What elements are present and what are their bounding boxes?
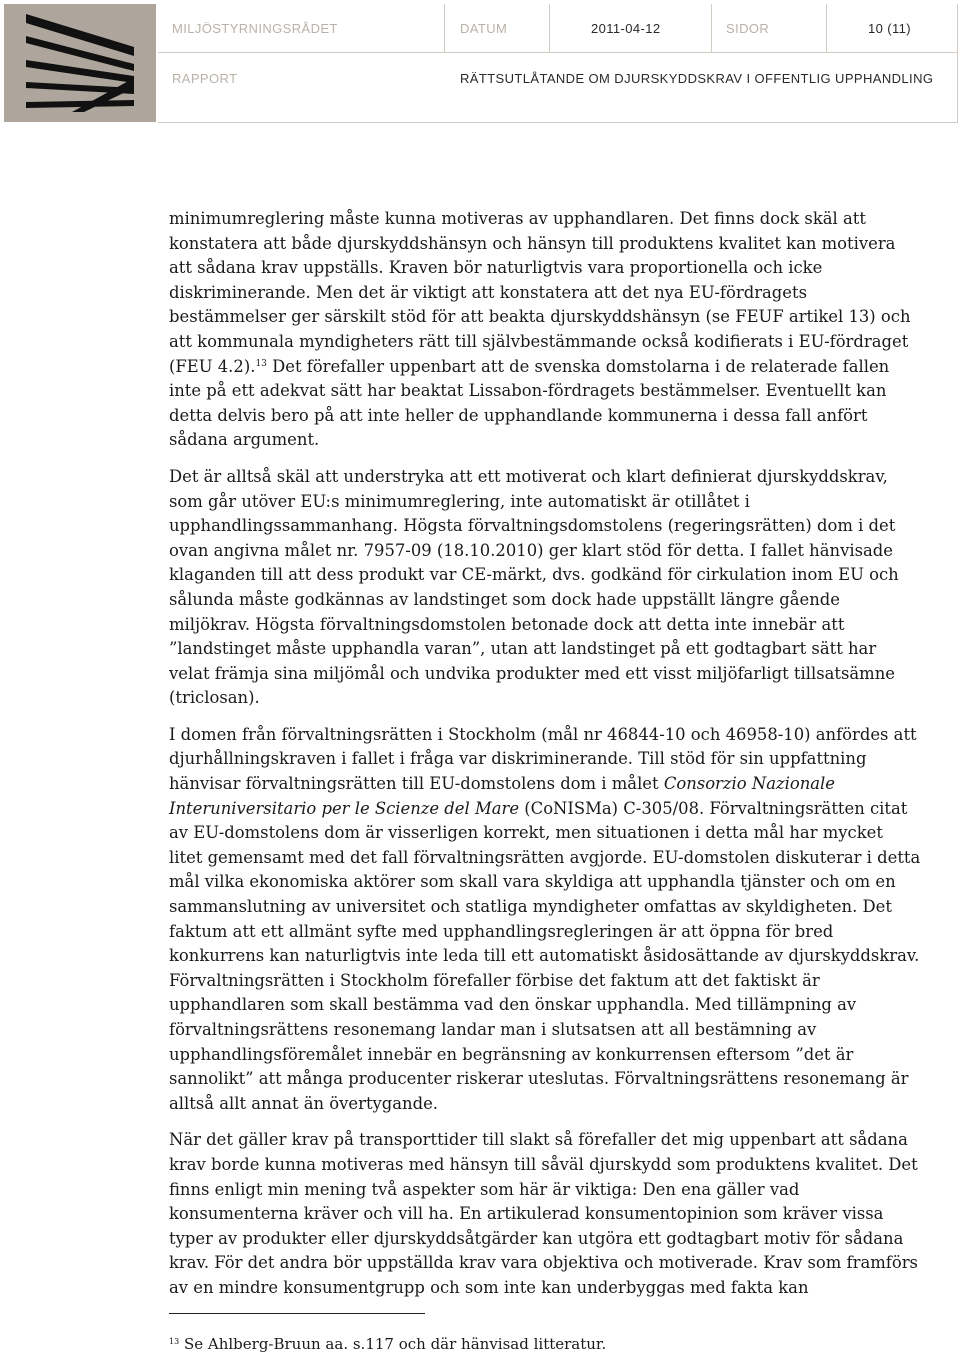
logo-icon [4,4,156,122]
paragraph [169,723,921,1117]
doc-title: RÄTTSUTLÅTANDE OM DJURSKYDDSKRAV I OFFENTLIG UPPHANDLING [460,71,934,86]
footnote [169,1334,869,1354]
date-value: 2011-04-12 [591,21,661,36]
date-label: DATUM [460,21,508,36]
paragraph-text: minimumreglering måste kunna motiveras av upphandlaren. Det finns dock skäl att konstatera att både djurskyddshänsyn och hänsyn till produktens kvalitet kan motivera att sådana krav uppställs. Kraven bör naturligtvis vara proportionella och icke diskriminerande. Men det är viktigt att konstatera att det nya EU-fördragets bestämmelser ger särskilt stöd för att beakta djurskyddshänsyn (se FEUF artikel 13) och att kommunala myndigheters rätt till självbestämmande också kodifierats i EU-fördraget (FEU 4.2). [169,209,911,376]
footnote-text: Se Ahlberg-Bruun aa. s.117 och där hänvisad litteratur. [179,1335,607,1353]
pages-value: 10 (11) [868,21,912,36]
paragraph-text: Det förefaller uppenbart att de svenska domstolarna i de relaterade fallen inte på ett adekvat sätt har beaktat Lissabon-fördragets bestämmelser. Eventuellt kan detta delvis bero på att inte heller de upphandlande kommunerna i dessa fall anfört sådana argument. [169,356,890,450]
paragraph [169,207,921,453]
case-name: Consorzio Nazionale Interuniversitario per le Scienze del Mare [169,774,835,818]
pages-label: SIDOR [726,21,770,36]
doc-type: RAPPORT [172,71,238,86]
paragraph-text: (CoNISMa) C-305/08. Förvaltningsrätten citat av EU-domstolens dom är visserligen korrekt, men situationen i detta mål har mycket litet gemensamt med det fall förvaltningsrätten avgjorde. EU-domstolen diskuterar i detta mål vilka ekonomiska aktörer som skall vara skyldiga att upphandla tjänster och om en sammanslutning av universitet och statliga myndigheter omfattas av skyldigheten. Det faktum att ett allmänt syfte med upphandlingsregleringen är att öppna för bred konkurrens kan naturligtvis inte leda till ett automatiskt åsidosättande av djurskyddskrav. Förvaltningsrätten i Stockholm förefaller förbise det faktum att det faktiskt är upphandlaren som skall bestämma vad den önskar upphandla. Med tillämpning av förvaltningsrättens resonemang landar man i slutsatsen att all bestämning av upphandlingsföremålet innebär en begränsning av konkurrensen eftersom ”det är sannolikt” att många producenter riskerar uteslutas. Förvaltningsrättens resonemang är alltså allt annat än övertygande. [169,798,921,1113]
page-header [0,0,960,124]
paragraph: Det är alltså skäl att understryka att ett motiverat och klart definierat djurskyddskrav, som går utöver EU:s minimumreglering, inte automatiskt är otillåtet i upphandlingssammanhang. Högsta förvaltningsdomstolens (regeringsrätten) dom i det ovan angivna målet nr. 7957-09 (18.10.2010) ger klart stöd för detta. I fallet hänvisade klaganden till att dess produkt var CE-märkt, dvs. godkänd för cirkulation inom EU och sålunda måste godkännas av landstinget som dock hade uppställt längre gående miljökrav. Högsta förvaltningsdomstolen betonade dock att detta inte innebär att ”landstinget måste upphandla varan”, utan att landstinget på ett godtagbart sätt har velat främja sina miljömål och undvika produkter med ett visst miljöfarligt tillsatsämne (triclosan). [169,466,899,708]
footnote-divider [169,1313,425,1314]
paragraph: När det gäller krav på transporttider till slakt så förefaller det mig uppenbart att sådana krav borde kunna motiveras med hänsyn till såväl djurskydd som produktens kvalitet. Det finns enligt min mening två aspekter som här är viktiga: Den ena gäller vad konsumenterna kräver och vill ha. En artikulerad konsumentopinion som kräver vissa typer av produkter eller djurskyddsåtgärder kan utgöra ett godtagbart motiv för sådana krav. För det andra bör uppställda krav vara objektiva och motiverade. Krav som framförs av en mindre konsumentgrupp och som inte kan underbyggas med fakta kan [169,1130,918,1297]
logo [4,4,156,122]
body-text [169,207,921,1313]
paragraph-text: I domen från förvaltningsrätten i Stockholm (mål nr 46844-10 och 46958-10) anfördes att djurhållningskraven i fallet i fråga var diskriminerande. Till stöd för sin uppfattning hänvisar förvaltningsrätten till EU-domstolens dom i målet [169,724,917,794]
footnote-ref[interactable]: 13 [255,358,267,369]
footnote-number: 13 [169,1337,180,1346]
org-name: MILJÖSTYRNINGSRÅDET [172,21,338,36]
